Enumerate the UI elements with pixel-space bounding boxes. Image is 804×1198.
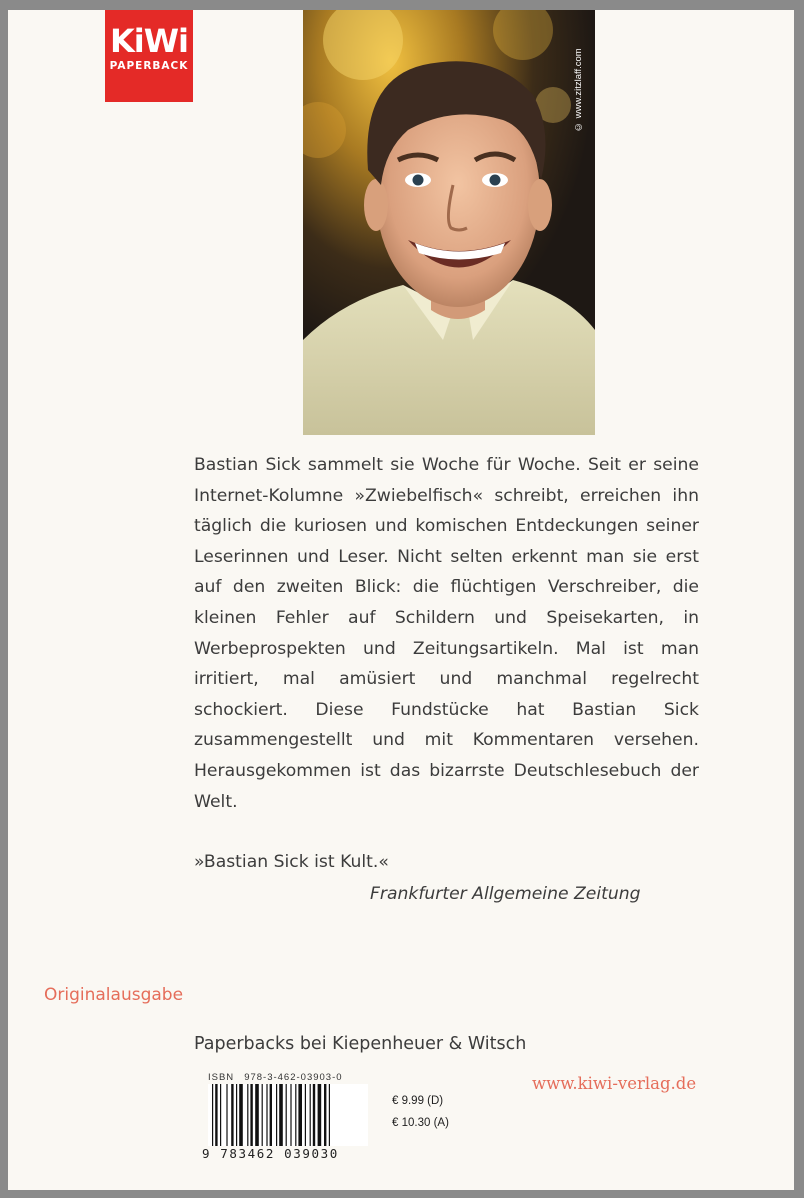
edition-label: Originalausgabe: [44, 985, 184, 1005]
kiwi-paperback-logo: [105, 10, 193, 102]
barcode-bar: [290, 1084, 291, 1146]
barcode-bar: [250, 1084, 252, 1146]
barcode-bar: [226, 1084, 227, 1146]
review-source: Frankfurter Allgemeine Zeitung: [370, 884, 641, 904]
photo-credit: © www.zitzlaff.com: [573, 48, 584, 132]
barcode-bar: [305, 1084, 306, 1146]
barcode-digits: 9 783462 039030: [202, 1146, 339, 1161]
publisher-line: Paperbacks bei Kiepenheuer & Witsch: [194, 1034, 527, 1054]
logo-brand: KiWi: [109, 22, 189, 60]
barcode-bar: [215, 1084, 217, 1146]
barcode-bar: [239, 1084, 243, 1146]
author-photo: [303, 10, 595, 435]
isbn-barcode: [208, 1084, 368, 1146]
barcode-bar: [329, 1084, 330, 1146]
isbn-line: [208, 1072, 343, 1083]
logo-subtitle: PAPERBACK: [109, 60, 189, 72]
isbn-number: 978-3-462-03903-0: [244, 1072, 343, 1083]
barcode-bar: [231, 1084, 233, 1146]
barcode-bar: [247, 1084, 248, 1146]
barcode-bar: [318, 1084, 322, 1146]
price-austria: € 10.30 (A): [392, 1117, 449, 1129]
barcode-bar: [262, 1084, 263, 1146]
barcode-bar: [324, 1084, 326, 1146]
review-quote: »Bastian Sick ist Kult.«: [194, 852, 389, 872]
barcode-bar: [295, 1084, 296, 1146]
barcode-bar: [236, 1084, 237, 1146]
barcode-bar: [313, 1084, 315, 1146]
book-back-cover: [8, 10, 794, 1190]
barcode-bar: [310, 1084, 311, 1146]
barcode-bar: [270, 1084, 272, 1146]
price-germany: € 9.99 (D): [392, 1095, 444, 1107]
barcode-bar: [220, 1084, 221, 1146]
barcode-bar: [255, 1084, 259, 1146]
barcode-bar: [286, 1084, 287, 1146]
blurb-text: Bastian Sick sammelt sie Woche für Woche. Seit er seine Internet-Kolumne »Zwiebelfisch« schreibt, erreichen ihn täglich die kuriosen und komischen Entdeckungen seiner Leserinnen und Leser. Nicht selten erkennt man sie erst auf den zweiten Blick: die flüchtigen Verschreiber, die kleinen Fehler auf Schildern und Speisekarten, in Werbeprospekten und Zeitungsartikeln. Mal ist man irritiert, mal amüsiert und manchmal regelrecht schockiert. Diese Fundstücke hat Bastian Sick zusammengestellt und mit Kommentaren versehen. Herausgekommen ist das bizarrste Deutschlesebuch der Welt.: [194, 455, 699, 812]
publisher-website: www.kiwi-verlag.de: [532, 1074, 697, 1093]
barcode-bar: [298, 1084, 302, 1146]
barcode-bar: [276, 1084, 277, 1146]
barcode-bar: [279, 1084, 283, 1146]
isbn-label: ISBN: [208, 1072, 235, 1083]
barcode-bar: [266, 1084, 267, 1146]
barcode-bar: [212, 1084, 213, 1146]
